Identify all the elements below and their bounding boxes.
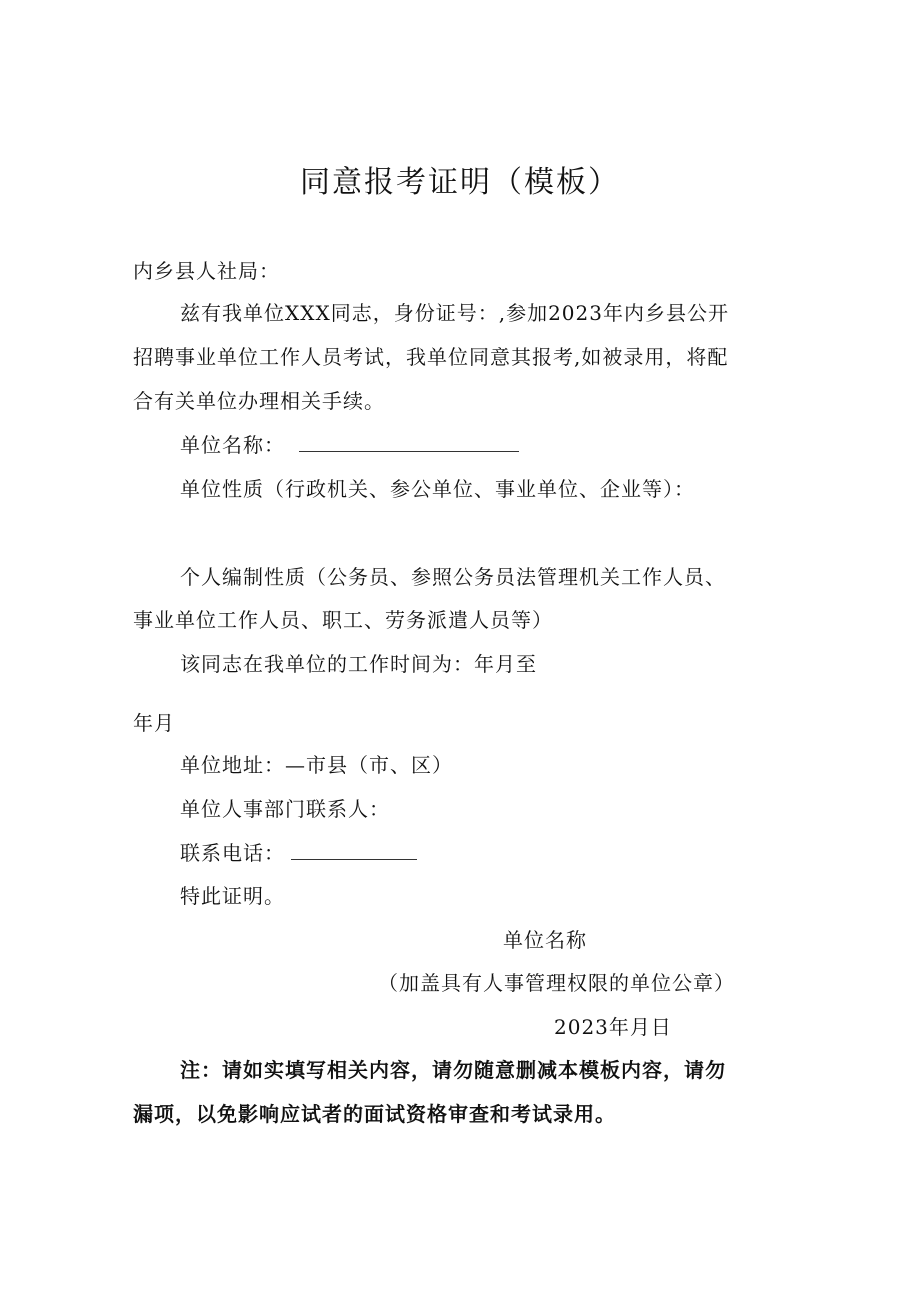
paragraph-line: 兹有我单位XXX同志，身份证号：,参加2023年内乡县公开 <box>180 301 729 325</box>
work-time-line: 年月 <box>133 711 175 735</box>
phone-label: 联系电话： <box>180 841 285 865</box>
signature-unit-name: 单位名称 <box>503 928 587 952</box>
phone-blank <box>291 841 417 860</box>
unit-name-field <box>180 432 519 458</box>
paragraph-line: 招聘事业单位工作人员考试，我单位同意其报考,如被录用，将配 <box>133 345 729 369</box>
work-time-line: 该同志在我单位的工作时间为：年月至 <box>180 652 537 676</box>
certify-text: 特此证明。 <box>180 884 285 908</box>
phone-field <box>180 840 417 866</box>
unit-name-blank <box>299 433 519 452</box>
hr-contact-label: 单位人事部门联系人： <box>180 797 390 821</box>
unit-name-label: 单位名称： <box>180 433 285 457</box>
paragraph-line: 合有关单位办理相关手续。 <box>133 389 385 413</box>
seal-note: （加盖具有人事管理权限的单位公章） <box>378 971 735 995</box>
staffing-line: 个人编制性质（公务员、参照公务员法管理机关工作人员、 <box>180 565 726 589</box>
unit-address: 单位地址：—市县（市、区） <box>180 753 453 777</box>
unit-nature-label: 单位性质（行政机关、参公单位、事业单位、企业等）： <box>180 477 695 501</box>
addressee: 内乡县人社局： <box>133 259 280 283</box>
note-line: 漏项，以免影响应试者的面试资格审查和考试录用。 <box>133 1102 616 1126</box>
document-title: 同意报考证明（模板） <box>300 165 620 200</box>
staffing-line: 事业单位工作人员、职工、劳务派遣人员等） <box>133 608 553 632</box>
signature-date: 2023年月日 <box>554 1015 672 1039</box>
note-line: 注：请如实填写相关内容，请勿随意删减本模板内容，请勿 <box>180 1058 726 1082</box>
